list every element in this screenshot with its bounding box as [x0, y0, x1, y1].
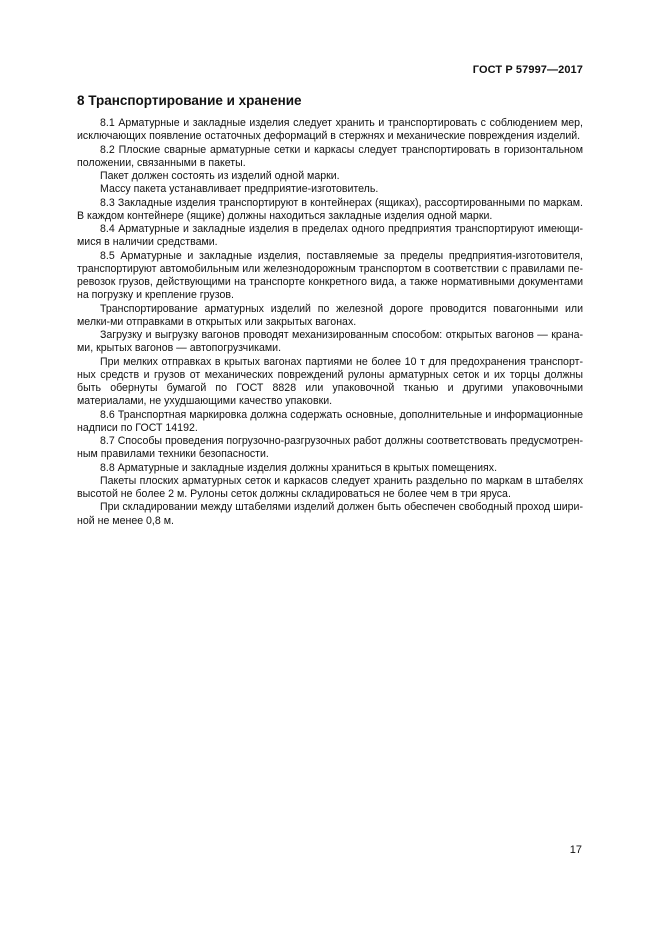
paragraph-8-5: 8.5 Арматурные и закладные изделия, поставляемые за пределы предприятия-изготовителя, транспортируют автомобильным или железнодорожным транспортом в соответствии с правилами пе-ревозок грузов, действующими на транспорте конкретного вида, а также нормативными документами на погрузку и крепление грузов.	[77, 249, 583, 302]
paragraph-passage: При складировании между штабелями изделий должен быть обеспечен свободный проход шири-ной не менее 0,8 м.	[77, 501, 583, 527]
paragraph-8-2: 8.2 Плоские сварные арматурные сетки и каркасы следует транспортировать в горизонтальном положении, связанными в пакеты.	[77, 143, 583, 169]
paragraph-stacking: Пакеты плоских арматурных сеток и каркасов следует хранить раздельно по маркам в штабелях высотой не более 2 м. Рулоны сеток должны складироваться не более чем в три яруса.	[77, 474, 583, 500]
paragraph-small-shipments: При мелких отправках в крытых вагонах партиями не более 10 т для предохранения транспорт-ных средств и грузов от механических повреждений рулоны арматурных сеток и их торцы должны быть обернуты бумагой по ГОСТ 8828 или упаковочной тканью и другими упаковочными материалами, не ухудшающими качество упаковки.	[77, 355, 583, 408]
paragraph-8-7: 8.7 Способы проведения погрузочно-разгрузочных работ должны соответствовать предусмотрен-ным правилами техники безопасности.	[77, 435, 583, 461]
paragraph-8-1: 8.1 Арматурные и закладные изделия следует хранить и транспортировать с соблюдением мер, исключающих появление остаточных деформаций в стержнях и механические повреждения изделий.	[77, 117, 583, 143]
page-number: 17	[569, 844, 582, 856]
paragraph-8-3: 8.3 Закладные изделия транспортируют в контейнерах (ящиках), рассортированными по маркам. В каждом контейнере (ящике) должны находиться закладные изделия одной марки.	[77, 196, 583, 222]
paragraph-8-6: 8.6 Транспортная маркировка должна содержать основные, дополнительные и информационные надписи по ГОСТ 14192.	[77, 408, 583, 434]
paragraph-8-8: 8.8 Арматурные и закладные изделия должны храниться в крытых помещениях.	[100, 461, 498, 474]
document-standard-code: ГОСТ Р 57997—2017	[472, 64, 583, 76]
paragraph-package-mass: Массу пакета устанавливает предприятие-изготовитель.	[100, 183, 379, 196]
paragraph-railway-transport: Транспортирование арматурных изделий по железной дороге проводится повагонными или мелки-ми отправками в открытых или закрытых вагонах.	[77, 302, 583, 328]
section-title: 8 Транспортирование и хранение	[77, 93, 302, 108]
paragraph-8-4: 8.4 Арматурные и закладные изделия в пределах одного предприятия транспортируют имеющи-мися в наличии средствами.	[77, 223, 583, 249]
paragraph-package-mark: Пакет должен состоять из изделий одной марки.	[100, 170, 340, 182]
section-body	[77, 117, 583, 528]
paragraph-loading: Загрузку и выгрузку вагонов проводят механизированным способом: открытых вагонов — крана-ми, крытых вагонов — автопогрузчиками.	[77, 329, 583, 355]
